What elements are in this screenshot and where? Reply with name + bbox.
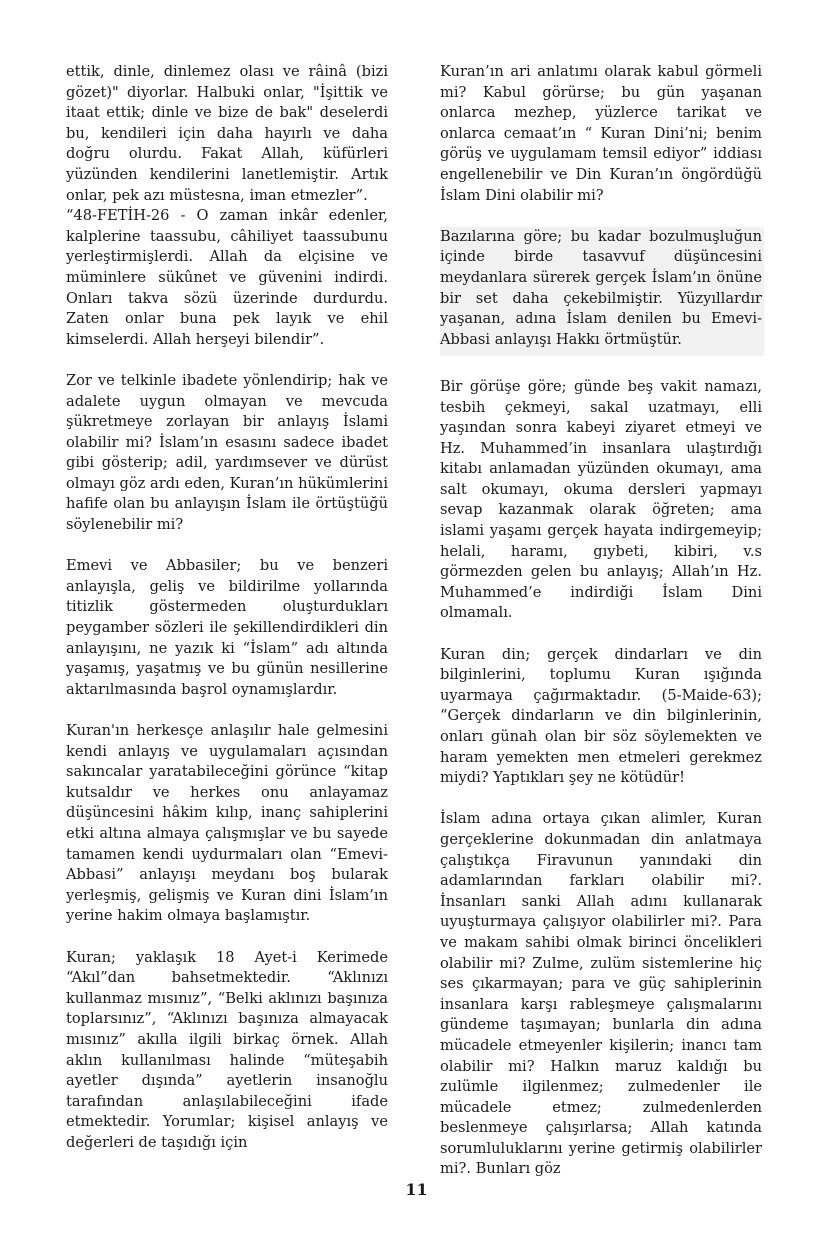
paragraph: ettik, dinle, dinlemez olası ve râinâ (bizi gözet)" diyorlar. Halbuki onlar, "İşittik ve itaat ettik; dinle ve bize de bak" deselerdi bu, kendileri için daha hayırlı ve daha doğru olurdu. Fakat Allah, küfürleri yüzünden kendilerini lanetlemiştir. Artık onlar, pek azı müstesna, iman etmezler”. <box>66 63 388 204</box>
page-number: 11 <box>405 1180 428 1199</box>
paragraph: Bir görüşe göre; günde beş vakit namazı, tesbih çekmeyi, sakal uzatmayı, elli yaşından sonra kabeyi ziyaret etmeyi ve Hz. Muhammed’in insanlara ulaştırdığı kitabı anlamadan yüzünden okumayı, ama salt okumayı, okuma dersleri yapmayı sevap kazanmak olarak öğreten; ama islami yaşamı gerçek hayata indirgemeyip; helali, haramı, gıybeti, kibiri, v.s görmezden gelen bu anlayış; Allah’ın Hz. Muhammed’e indirdiği İslam Dini olmamalı. <box>440 377 762 622</box>
paragraph: “48-FETİH-26 - O zaman inkâr edenler, kalplerine taassubu, câhiliyet taassubunu yerleştirmişlerdi. Allah da elçisine ve müminlere sükûnet ve güvenini indirdi. Onları takva sözü üzerinde durdurdu. Zaten onlar buna pek layık ve ehil kimselerdi. Allah herşeyi bilendir”. <box>66 207 388 348</box>
left-column <box>66 62 388 1153</box>
paragraph: İslam adına ortaya çıkan alimler, Kuran gerçeklerine dokunmadan din anlatmaya çalıştıkça Firavunun yanındaki din adamlarından farkları olabilir mi?. İnsanları sanki Allah adını kullanarak uyuşturmaya çalışıyor olabilirler mi?. Para ve makam sahibi olmak birinci öncelikleri olabilir mi? Zulme, zulüm sistemlerine hiç ses çıkarmayan; para ve güç sahiplerinin insanlara karşı rableşmeye çalışmalarını gündeme taşımayan; bunlarla din adına mücadele etmeyenler kişilerin; inancı tam olabilir mi? Halkın maruz kaldığı bu zulümle ilgilenmez; zulmedenler ile mücadele etmez; zulmedenlerden beslenmeye çalışırlarsa; Allah katında sorumluluklarını yerine getirmiş olabilirler mi?. Bunları göz <box>440 810 762 1178</box>
paragraph: Kuran din; gerçek dindarları ve din bilginlerini, toplumu Kuran ışığında uyarmaya çağırmaktadır. (5-Maide-63); “Gerçek dindarların ve din bilginlerinin, onları günah olan bir söz söylemekten ve haram yemekten men etmeleri gerekmez miydi? Yaptıkları şey ne kötüdür! <box>440 645 762 787</box>
right-column <box>440 62 762 1180</box>
paragraph: Kuran’ın ari anlatımı olarak kabul görmeli mi? Kabul görürse; bu gün yaşanan onlarca mezhep, yüzlerce tarikat ve onlarca cemaat’ın “ Kuran Dini’ni; benim görüş ve uygulamam temsil ediyor” iddiası engellenebilir ve Din Kuran’ın öngördüğü İslam Dini olabilir mi? <box>440 63 762 204</box>
shaded-paragraph: Bazılarına göre; bu kadar bozulmuşluğun içinde birde tasavvuf düşüncesini meydanlara sürerek gerçek İslam’ın önüne bir set daha çekebilmiştir. Yüzyıllardır yaşanan, adına İslam denilen bu Emevi-Abbasi anlayışı Hakkı örtmüştür. <box>440 227 764 357</box>
paragraph: Kuran'ın herkesçe anlaşılır hale gelmesini kendi anlayış ve uygulamaları açısından sakıncalar yaratabileceğini görünce “kitap kutsaldır ve herkes onu anlayamaz düşüncesini hâkim kılıp, inanç sahiplerini etki altına almaya çalışmışlar ve bu sayede tamamen kendi uydurmaları olan “Emevi-Abbasi” anlayışı meydanı boş bularak yerleşmiş, gelişmiş ve Kuran dini İslam’ın yerine hakim olmaya başlamıştır. <box>66 722 388 925</box>
paragraph: Kuran; yaklaşık 18 Ayet-i Kerimede “Akıl”dan bahsetmektedir. “Aklınızı kullanmaz mısınız”, “Belki aklınızı başınıza toplarsınız”, “Aklınızı başınıza almayacak mısınız” akılla ilgili birkaç örnek. Allah aklın kullanılması halinde “müteşabih ayetler dışında” ayetlerin insanoğlu tarafından anlaşılabileceğini ifade etmektedir. Yorumlar; kişisel anlayış ve değerleri de taşıdığı için <box>66 948 388 1151</box>
paragraph: Zor ve telkinle ibadete yönlendirip; hak ve adalete uygun olmayan ve mevcuda şükretmeye zorlayan bir anlayış İslami olabilir mi? İslam’ın esasını sadece ibadet gibi gösterip; adil, yardımsever ve dürüst olmayı göz ardı eden, Kuran’ın hükümlerini hafife olan bu anlayışın İslam ile örtüştüğü söylenebilir mi? <box>66 371 388 534</box>
paragraph: Emevi ve Abbasiler; bu ve benzeri anlayışla, geliş ve bildirilme yollarında titizlik göstermeden oluşturdukları peygamber sözleri ile şekillendirdikleri din anlayışını, ne yazık ki “İslam” adı altında yaşamış, yaşatmış ve bu günün nesillerine aktarılmasında başrol oynamışlardır. <box>66 557 388 698</box>
